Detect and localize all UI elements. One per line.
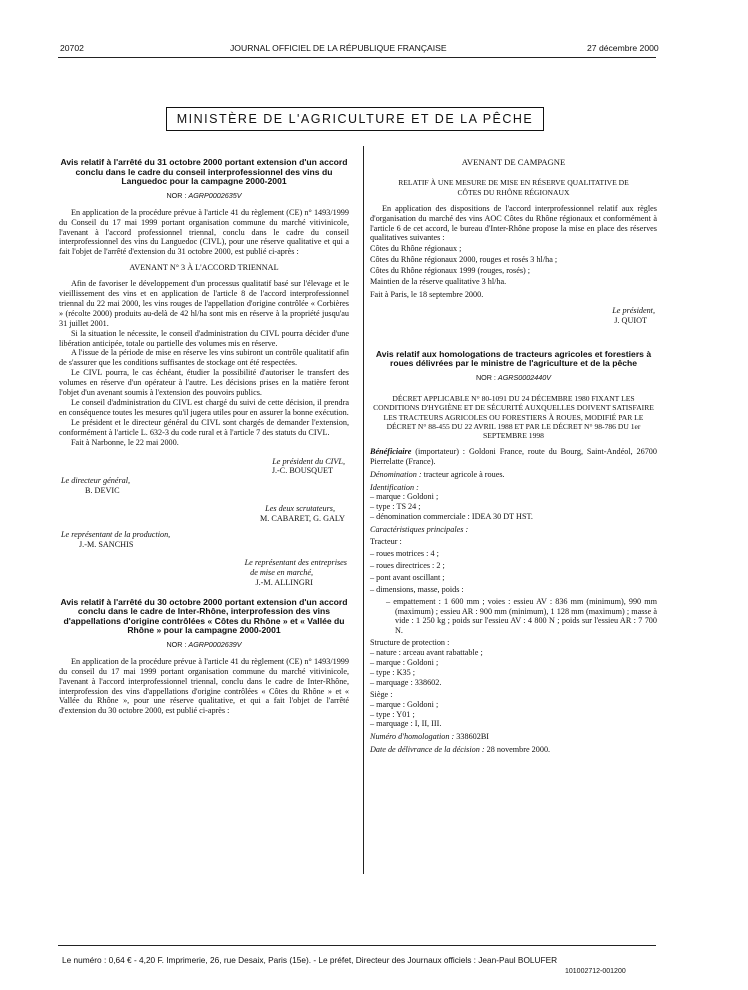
list-item: – type : K35 ; [370,667,416,677]
notice1-title: Avis relatif à l'arrêté du 31 octobre 2000 portant extension d'un accord conclu dans le cadre du conseil interprofessionnel des vins du Languedoc pour la campagne 2000-2001 [60,157,348,187]
column-divider [363,146,364,874]
footer-code: 101002712-001200 [565,968,626,975]
numero-label: Numéro d'homologation : [370,732,455,742]
date-value: 28 novembre 2000. [484,745,551,755]
sig-role: Le représentant de la production, [61,529,171,539]
avenant3-title: AVENANT N° 3 À L'ACCORD TRIENNAL [129,263,279,273]
list-item: – type : TS 24 ; [370,502,421,512]
list-item: – marque : Goldoni ; [370,492,439,502]
avenant-campagne-title: AVENANT DE CAMPAGNE [461,157,566,167]
list-item: – roues motrices : 4 ; [370,548,439,558]
avenant-campagne-subtitle: RELATIF À UNE MESURE DE MISE EN RÉSERVE QUALITATIVE DE CÔTES DU RHÔNE RÉGIONAUX [398,177,629,197]
right-column [370,158,657,755]
nor-code: AGRP0002635V [188,190,242,200]
date-label: Date de délivrance de la décision : [370,745,485,755]
decree-title: DÉCRET APPLICABLE N° 80-1091 DU 24 DÉCEMBRE 1980 FIXANT LES CONDITIONS D'HYGIÈNE ET DE SÉCURITÉ AUXQUELLES DOIVENT SATISFAIRE LES TRACTEURS AGRICOLES OU FORESTIERS À ROUES, MODIFIÉ PAR LE DÉCRET N° 88-455 DU 22 AVRIL 1988 ET PAR LE DÉCRET N° 98-786 DU 1er SEPTEMBRE 1998 [373,393,654,441]
denomination-label: Dénomination : [370,469,422,479]
sig-name: J. QUIOT [614,315,647,325]
sig-name: J.-M. ALLINGRI [255,577,313,587]
notice1-nor [59,191,349,201]
caracteristiques-label: Caractéristiques principales : [370,525,469,535]
sig-role: Les deux scrutateurs, [265,504,335,514]
avenant-intro: En application des dispositions de l'accord interprofessionnel relatif aux règles d'organisation du marché des vins AOC Côtes du Rhône régionaux et conformément à l'article 6 de cet accord, le bureau d'Inter-Rhône propose la mise en place des réserves qualitatives suivantes : [370,203,657,243]
identification-label: Identification : [370,482,419,492]
paragraph: Le président et le directeur général du CIVL sont chargés de demander l'extension, conformément à l'article L. 632-3 du code rural et à l'article 7 des statuts du CIVL. [59,417,349,437]
reserve-line: Maintien de la réserve qualitative 3 hl/ha. [370,277,507,287]
place-date: Fait à Narbonne, le 22 mai 2000. [71,437,179,447]
list-item: – roues directrices : 2 ; [370,560,445,570]
numero-homologation [370,732,657,742]
structure-label: Structure de protection : [370,638,450,648]
reserve-line: Côtes du Rhône régionaux 1999 (rouges, rosés) ; [370,266,531,276]
dimensions-item: – empattement : 1 600 mm ; voies : essieu AV : 836 mm (minimum), 990 mm (maximum) ; essieu AR : 900 mm (minimum), 1 128 mm (maximum) ; masse à vide : 1 250 kg ; poids sur l'essieu AV : 4 800 N ; poids sur l'essieu AR : 7 700 N. [386,596,657,636]
numero-value: 338602BI [454,732,490,742]
nor-label: NOR : [166,190,187,200]
journal-title: JOURNAL OFFICIEL DE LA RÉPUBLIQUE FRANÇAISE [230,43,447,53]
sig-role: Le président du CIVL, [272,456,345,466]
sig-name: B. DEVIC [85,486,120,496]
paragraph: Si la situation le nécessite, le conseil d'administration du CIVL pourra décider d'une libération anticipée, totale ou partielle des volumes mis en réserve. [59,328,349,348]
list-item: – type : Y01 ; [370,709,415,719]
page-number: 20702 [60,43,84,53]
sig-role: Le président, [612,305,655,315]
siege-label: Siège : [370,689,393,699]
beneficiaire [370,447,657,467]
denomination-text: tracteur agricole à roues. [421,469,505,479]
sig-role: de mise en marché, [250,567,313,577]
sig-role: Le directeur général, [61,476,131,486]
notice2-intro: En application de la procédure prévue à l'article 41 du règlement (CE) n° 1493/1999 du conseil du 17 mai 1999 portant organisation commune du marché vitivinicole, l'avenant à l'accord interprofessionnel triennal, conclu dans le cadre de Inter-Rhône, interprofession des vins d'appellations d'origine contrôlées « Côtes du Rhône » et « Vallée du Rhône », pour une réserve qualitative, et qui a fait l'objet de l'arrêté d'extension du 30 octobre 2000, est publié ci-après : [59,656,349,716]
issue-date: 27 décembre 2000 [587,43,659,53]
footer-text: Le numéro : 0,64 € - 4,20 F. Imprimerie, 26, rue Desaix, Paris (15e). - Le préfet, Directeur des Journaux officiels : Jean-Paul BOLUFER [62,955,558,965]
reserve-line: Côtes du Rhône régionaux ; [370,244,462,254]
nor-label: NOR : [475,372,496,382]
list-item: – dénomination commerciale : IDEA 30 DT HST. [370,512,533,522]
sig-role: Le représentant des entreprises [244,557,347,567]
sig-name: M. CABARET, G. GALY [260,514,345,524]
list-item: – marquage : I, II, III. [370,719,442,729]
date-delivrance [370,745,657,755]
footer-rule [58,945,656,946]
paragraph: A l'issue de la période de mise en réserve les vins subiront un contrôle qualitatif afin de s'assurer que les conditions suffisantes de stockage ont été respectées. [59,348,349,368]
paragraph: Le CIVL pourra, le cas échéant, étudier la possibilité d'autoriser le transfert des volumes en réserve d'un opérateur à l'autre. Les décisions prises en la matière feront l'objet d'un avenant soumis à l'extension des pouvoirs publics. [59,368,349,398]
paragraph: Afin de favoriser le développement d'un processus qualitatif basé sur l'élevage et le vieillissement des vins et en application de l'article 8 de l'accord interprofessionnel triennal du 22 mai 2000, les vins rouges de l'appellation d'origine contrôlée « Corbières » (récolte 2000) produits au-delà de 42 hl/ha sont mis en réserve à la propriété jusqu'au 31 juillet 2001. [59,279,349,328]
ministry-heading: MINISTÈRE DE L'AGRICULTURE ET DE LA PÊCHE [166,107,544,131]
notice1-intro: En application de la procédure prévue à l'article 41 du règlement (CE) n° 1493/1999 du Conseil du 17 mai 1999 portant organisation commune du marché vitivinicole, l'avenant à l'accord professionnel triennal, conclu dans le cadre du conseil interprofessionnel des vins du Languedoc (CIVL), pour une réserve qualitative et qui a fait l'objet de l'arrêté d'extension du 31 octobre 2000, est publié ci-après : [59,207,349,257]
beneficiaire-text: (importateur) : Goldoni France, route du Bourg, Saint-Andéol, 26700 Pierrelatte (France). [370,446,657,466]
beneficiaire-label: Bénéficiaire [370,446,412,456]
header-rule [58,57,656,58]
notice3-title: Avis relatif aux homologations de tracteurs agricoles et forestiers à roues délivrées par le ministre de l'agriculture et de la pêche [375,348,652,369]
sig-name: J.-C. BOUSQUET [271,466,333,476]
notice3-nor [370,373,657,383]
list-item: – marque : Goldoni ; [370,658,439,668]
paragraph: Le conseil d'administration du CIVL est chargé du suivi de cette décision, il prendra en conséquence toutes les mesures qu'il jugera utiles pour en assurer la bonne exécution. [59,398,349,417]
denomination [370,470,657,480]
sig-name: J.-M. SANCHIS [79,539,134,549]
notice2-title: Avis relatif à l'arrêté du 30 octobre 2000 portant extension d'un accord conclu dans le cadre de Inter-Rhône, interprofession des vins d'appellations d'origine contrôlées « Côtes du Rhône » et « Vallée du Rhône » pour la campagne 2000-2001 [60,596,348,636]
notice2-nor [59,640,349,650]
list-item: – nature : arceau avant rabattable ; [370,648,483,658]
list-item: – dimensions, masse, poids : [370,584,464,594]
list-item: – marquage : 338602. [370,677,442,687]
reserve-line: Côtes du Rhône régionaux 2000, rouges et rosés 3 hl/ha ; [370,255,558,265]
left-column [59,158,349,716]
list-item: – pont avant oscillant ; [370,572,445,582]
nor-label: NOR : [166,639,187,649]
tracteur-label: Tracteur : [370,537,402,547]
nor-code: AGRS0002440V [497,372,552,382]
place-date: Fait à Paris, le 18 septembre 2000. [370,289,484,299]
nor-code: AGRP0002639V [188,639,242,649]
list-item: – marque : Goldoni ; [370,699,439,709]
